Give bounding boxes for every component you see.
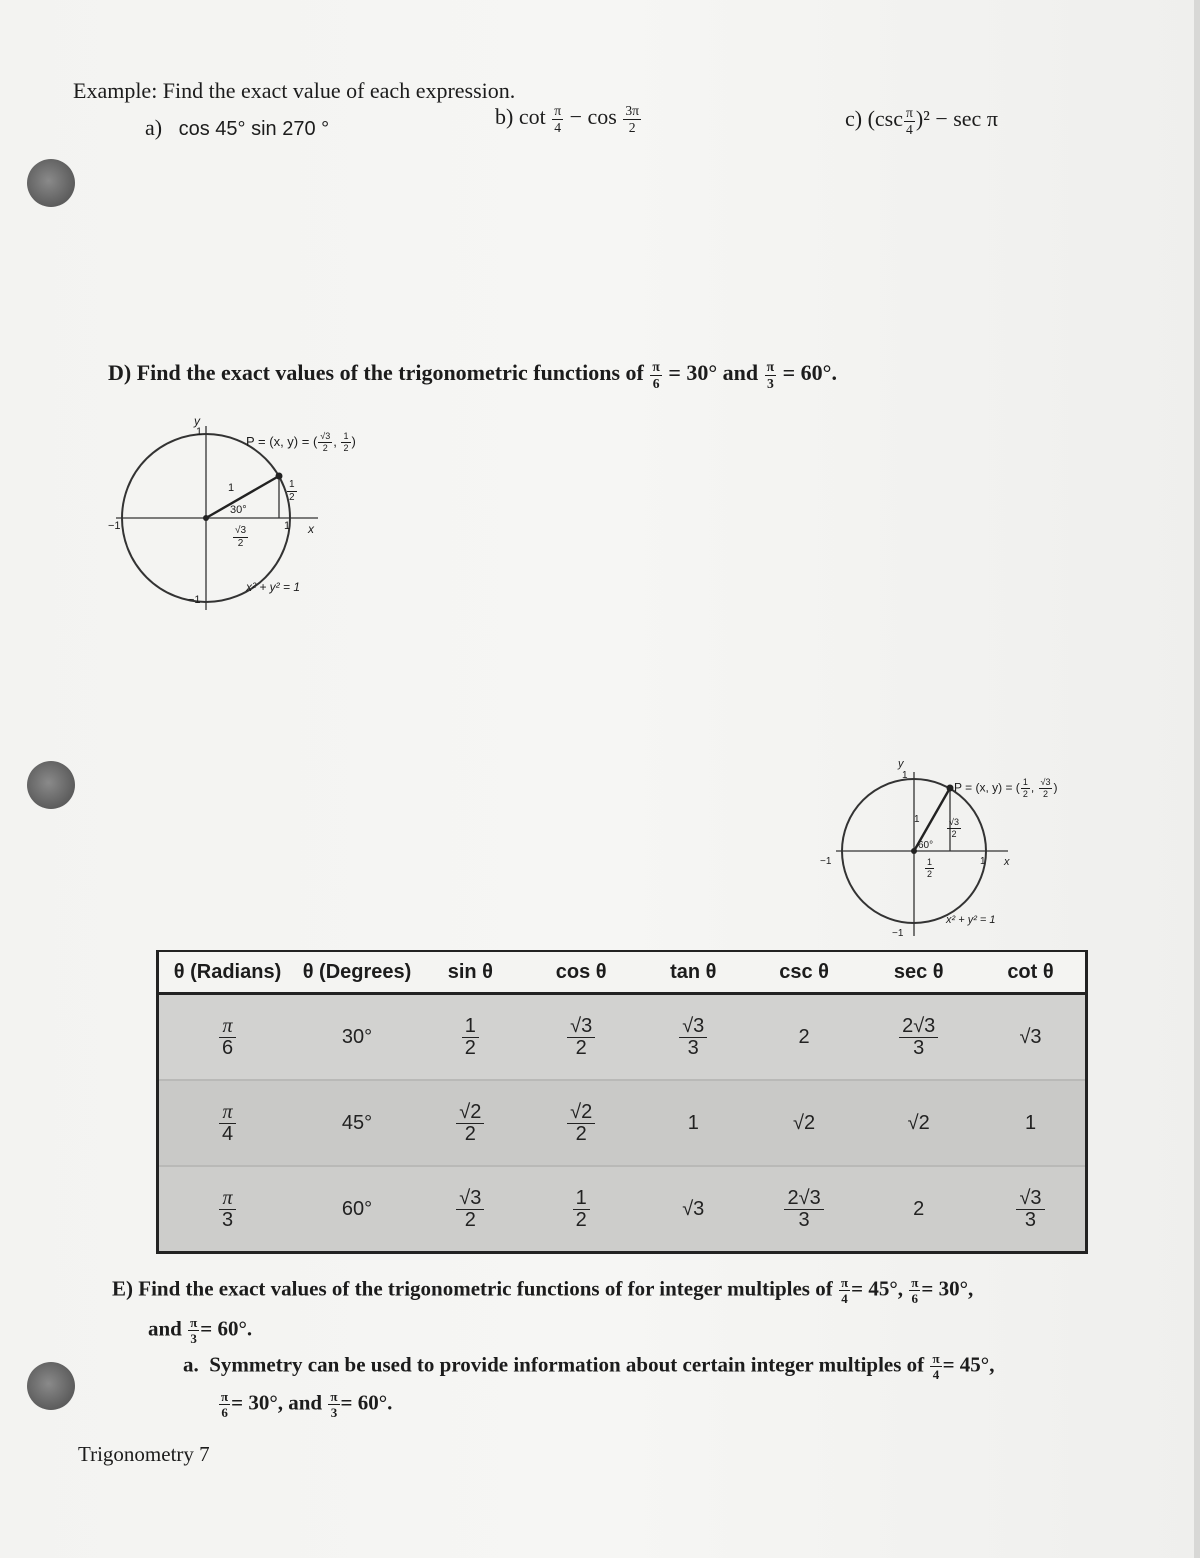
section-d-heading: D) Find the exact values of the trigonometric functions of $\frac{\pi}{6}$ = 30° and $\frac{\pi}{3}$ = 60°. — [108, 359, 837, 391]
cell-cos: $\frac{1}{2}$ — [523, 1166, 640, 1253]
section-e-frac-pi4: $\frac{\pi}{4}$ — [840, 1275, 849, 1307]
example-b-cot: cot — [518, 104, 546, 130]
d1-one-right: 1 — [284, 520, 291, 532]
d1-angle-label: 30° — [230, 504, 247, 516]
example-c — [845, 106, 998, 136]
d2-neg-one-left: −1 — [820, 856, 832, 867]
example-a — [145, 115, 329, 141]
example-c-label: c) — [845, 106, 863, 132]
table-body — [158, 994, 1087, 1253]
col-header-cot: cot θ — [976, 951, 1087, 994]
cell-tan: √3 — [682, 1197, 705, 1220]
trig-values-table — [156, 950, 1088, 1254]
section-e-line1: E) Find the exact values of the trigonometric functions of for integer multiples of $\frac{\pi}{4}$ = 45°, $\frac{\pi}{6}$ = 30°, — [112, 1275, 974, 1307]
section-e-a-frac-pi3: $\frac{\pi}{3}$ — [330, 1389, 338, 1421]
cell-sin: $\frac{1}{2}$ — [418, 994, 523, 1081]
table-row — [158, 1166, 1087, 1253]
d2-x-axis-label: x — [1004, 856, 1010, 868]
cell-sec: $\frac{2√3}{3}$ — [861, 994, 976, 1081]
example-b-label: b) — [495, 104, 514, 130]
cell-degrees: 30° — [341, 1025, 373, 1048]
d2-point-label: P = (x, y) = ( $\frac{1}{2}$ , $\frac{√3}{2}$ ) — [954, 777, 1058, 799]
cell-degrees: 45° — [341, 1111, 373, 1134]
cell-radians: $\frac{\pi}{3}$ — [158, 1166, 297, 1253]
d1-equation: x² + y² = 1 — [246, 580, 301, 594]
cell-csc: 2 — [798, 1025, 810, 1048]
example-c-close: )² − sec π — [915, 106, 998, 132]
example-b — [495, 104, 642, 134]
section-d-frac-pi6: $\frac{\pi}{6}$ — [652, 359, 660, 391]
table-header-row — [158, 951, 1087, 994]
cell-sec: 2 — [913, 1197, 925, 1220]
cell-cos: $\frac{√3}{2}$ — [523, 994, 640, 1081]
page-edge — [1194, 0, 1200, 1558]
col-header-degrees: θ (Degrees) — [296, 951, 418, 994]
d2-equation: x² + y² = 1 — [946, 914, 996, 926]
d1-opposite-label: $\frac{1}{2}$ — [289, 479, 295, 503]
cell-radians: $\frac{\pi}{6}$ — [158, 994, 297, 1081]
section-e-line2: and $\frac{\pi}{3}$ = 60°. — [148, 1315, 253, 1347]
d1-hyp-label: 1 — [228, 482, 235, 494]
col-header-cos: cos θ — [523, 951, 640, 994]
d1-neg-one-bottom: −1 — [188, 594, 201, 606]
punch-hole-top — [27, 159, 75, 207]
cell-cot: 1 — [1024, 1111, 1037, 1134]
page-footer: Trigonometry 7 — [78, 1442, 210, 1466]
table-row — [158, 1080, 1087, 1166]
cell-csc: $\frac{2√3}{3}$ — [747, 1166, 862, 1253]
d1-x-axis-label: x — [308, 522, 314, 536]
table-row — [158, 994, 1087, 1081]
cell-csc: √2 — [793, 1111, 816, 1134]
cell-tan: 1 — [687, 1111, 699, 1134]
col-header-sin: sin θ — [418, 951, 523, 994]
d1-adjacent-label: $\frac{√3}{2}$ — [235, 525, 247, 549]
unit-circle-30-diagram — [108, 412, 408, 622]
example-c-frac-pi4: $\frac{\pi}{4}$ — [906, 105, 913, 137]
cell-sin: $\frac{√2}{2}$ — [418, 1080, 523, 1166]
section-d-frac-pi3: $\frac{\pi}{3}$ — [766, 359, 775, 391]
d2-hyp-label: 1 — [914, 814, 920, 825]
cell-radians: $\frac{\pi}{4}$ — [158, 1080, 297, 1166]
example-b-minus-cos: − cos — [569, 104, 617, 130]
d2-one-right: 1 — [980, 856, 986, 867]
punch-hole-bottom — [27, 1362, 75, 1410]
section-e-frac-pi6: $\frac{\pi}{6}$ — [911, 1275, 919, 1307]
example-c-open: (csc — [867, 106, 904, 132]
example-title: Example: Find the exact value of each expression. — [73, 78, 516, 103]
cell-sin: $\frac{√3}{2}$ — [418, 1166, 523, 1253]
section-e-a-frac-pi4: $\frac{\pi}{4}$ — [932, 1351, 940, 1383]
cell-degrees: 60° — [341, 1197, 373, 1220]
d2-opposite-label: $\frac{√3}{2}$ — [949, 817, 959, 839]
d1-neg-one-left: −1 — [108, 520, 121, 532]
unit-circle-60-diagram — [818, 758, 1078, 943]
section-e-frac-pi3: $\frac{\pi}{3}$ — [190, 1315, 198, 1347]
d1-y-axis-label: y — [194, 414, 200, 428]
d2-angle-label: 60° — [918, 840, 934, 851]
d1-one-top: 1 — [196, 426, 203, 438]
cell-cot: √3 — [1019, 1025, 1042, 1048]
punch-hole-middle — [27, 761, 75, 809]
cell-cot: $\frac{√3}{3}$ — [976, 1166, 1087, 1253]
example-a-expression: cos 45° sin 270 ° — [178, 118, 330, 140]
example-b-frac-3pi2: $\frac{3\pi}{2}$ — [625, 103, 640, 135]
d2-adjacent-label: $\frac{1}{2}$ — [927, 857, 933, 879]
cell-sec: √2 — [907, 1111, 930, 1134]
col-header-sec: sec θ — [861, 951, 976, 994]
section-e-a-frac-pi6: $\frac{\pi}{6}$ — [221, 1389, 229, 1421]
col-header-csc: csc θ — [747, 951, 862, 994]
section-e-a-line1: a. Symmetry can be used to provide information about certain integer multiples of $\frac{\pi}{4}$ = 45°, — [183, 1351, 995, 1383]
d2-neg-one-bottom: −1 — [892, 928, 904, 939]
example-a-label: a) — [145, 115, 163, 140]
col-header-tan: tan θ — [640, 951, 747, 994]
cell-tan: $\frac{√3}{3}$ — [640, 994, 747, 1081]
d1-point-label: P = (x, y) = ( $\frac{√3}{2}$ , $\frac{1}{2}$ ) — [246, 431, 356, 453]
example-b-frac-pi4: $\frac{\pi}{4}$ — [554, 103, 562, 135]
section-e-a-line2: $\frac{\pi}{6}$ = 30°, and $\frac{\pi}{3}$ = 60°. — [221, 1389, 393, 1421]
cell-cos: $\frac{√2}{2}$ — [523, 1080, 640, 1166]
d2-y-axis-label: y — [898, 758, 904, 770]
col-header-radians: θ (Radians) — [158, 951, 297, 994]
d2-one-top: 1 — [902, 770, 908, 781]
